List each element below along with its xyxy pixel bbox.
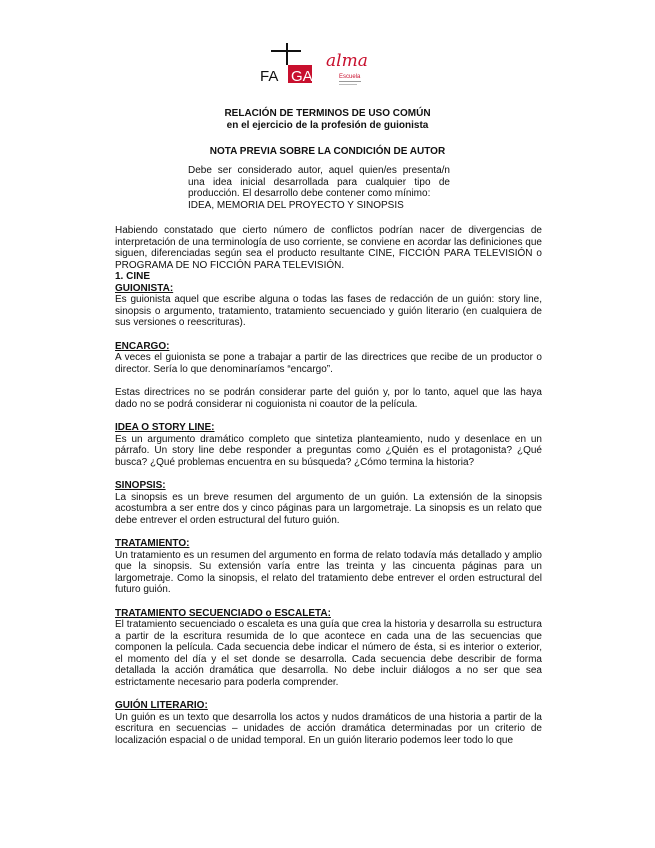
definition-paragraph: Es guionista aquel que escribe alguna o todas las fases de redacción de un guión: story line, sinopsis o argumento, tratamiento, tratamiento secuenciado y guión literario (en cualquiera de sus versiones o reescrituras).	[115, 294, 542, 328]
alma-caption: Escuela	[339, 74, 361, 80]
document-header	[0, 108, 655, 158]
document-body	[115, 225, 542, 758]
term-sinopsis: SINOPSIS:	[115, 480, 166, 491]
document-subtitle: en el ejercicio de la profesión de guionista	[226, 120, 429, 131]
term-guionista: GUIONISTA:	[115, 282, 174, 294]
section-heading: 1. CINE	[115, 271, 151, 282]
term-guion-literario: GUIÓN LITERARIO:	[115, 700, 208, 711]
term-encargo: ENCARGO:	[115, 340, 170, 352]
definition-paragraph: Es un argumento dramático completo que sintetiza planteamiento, nudo y desenlace en un párrafo. Un story line debe responder a preguntas como ¿Quién es el protagonista? ¿Qué busca? ¿Qué problemas encuentra en su búsqueda? ¿Cómo termina la historia?	[115, 433, 542, 468]
definition-paragraph: Un guión es un texto que desarrolla los actos y nudos dramáticos de una historia a partir de la escritura en secuencias – unidades de acción dramática determinadas por un criterio de localización espacial o de unidad temporal. En un guión literario podemos leer todo lo que	[115, 711, 542, 746]
fatga-letters: FA	[260, 68, 279, 85]
document-title: RELACIÓN DE TERMINOS DE USO COMÚN	[224, 108, 431, 119]
fatga-logo	[257, 42, 315, 86]
intro-paragraph: Habiendo constatado que cierto número de conflictos podrían nacer de divergencias de interpretación de una terminología de uso corriente, se conviene en acordar las definiciones que siguen, diferenciadas según sea el producto resultante CINE, FICCIÓN PARA TELEVISIÓN o PROGRAMA DE NO FICCIÓN PARA TELEVISIÓN.	[115, 225, 542, 271]
definition-paragraph: La sinopsis es un breve resumen del argumento de un guión. La extensión de la sinopsis acostumbra a ser entre dos y cinco páginas para un largometraje. La sinopsis es un relato que debe entrever el orden estructural del futuro guión.	[115, 491, 542, 526]
author-note-text: Debe ser considerado autor, aquel quien/es presenta/n una idea inicial desarrollada para cualquier tipo de producción. El desarrollo debe contener como mínimo:	[188, 165, 450, 199]
author-note-items: IDEA, MEMORIA DEL PROYECTO Y SINOPSIS	[188, 199, 404, 211]
note-heading: NOTA PREVIA SOBRE LA CONDICIÓN DE AUTOR	[209, 146, 446, 157]
alma-wordmark: alma	[326, 51, 368, 71]
definition-paragraph: El tratamiento secuenciado o escaleta es una guía que crea la historia y desarrolla su estructura a partir de la escritura resumida de lo que acontece en cada una de las secuencias que componen la película. Cada secuencia debe indicar el número de ésta, si es interior o exterior, el momento del día y el set donde se desarrolla. Cada secuencia debe describir de forma detallada la acción dramática que desarrolla. No debe incluir diálogos a no ser que sea estrictamente necesario para poderla comprender.	[115, 619, 542, 688]
logo-bar	[0, 42, 655, 92]
alma-logo	[325, 48, 375, 92]
term-tratamiento-secuenciado: TRATAMIENTO SECUENCIADO o ESCALETA:	[115, 607, 331, 619]
term-tratamiento: TRATAMIENTO:	[115, 538, 190, 549]
definition-paragraph: Un tratamiento es un resumen del argumento en forma de relato todavía más detallado y amplio que la sinopsis. Su extensión varía entre las treinta y las cincuenta páginas para un largometraje. Como la sinopsis, el relato del tratamiento debe entrever el orden estructural del futuro guión.	[115, 549, 542, 595]
term-idea-story-line: IDEA O STORY LINE:	[115, 422, 215, 433]
definition-paragraph: A veces el guionista se pone a trabajar a partir de las directrices que recibe de un productor o director. Sería lo que denominaríamos “encargo”.	[115, 352, 542, 375]
definition-paragraph: Estas directrices no se podrán considerar parte del guión y, por lo tanto, aquel que las haya dado no se podrá considerar ni coguionista ni coautor de la película.	[115, 387, 542, 410]
fatga-box-letters: GA	[291, 68, 313, 85]
author-note	[188, 165, 450, 211]
